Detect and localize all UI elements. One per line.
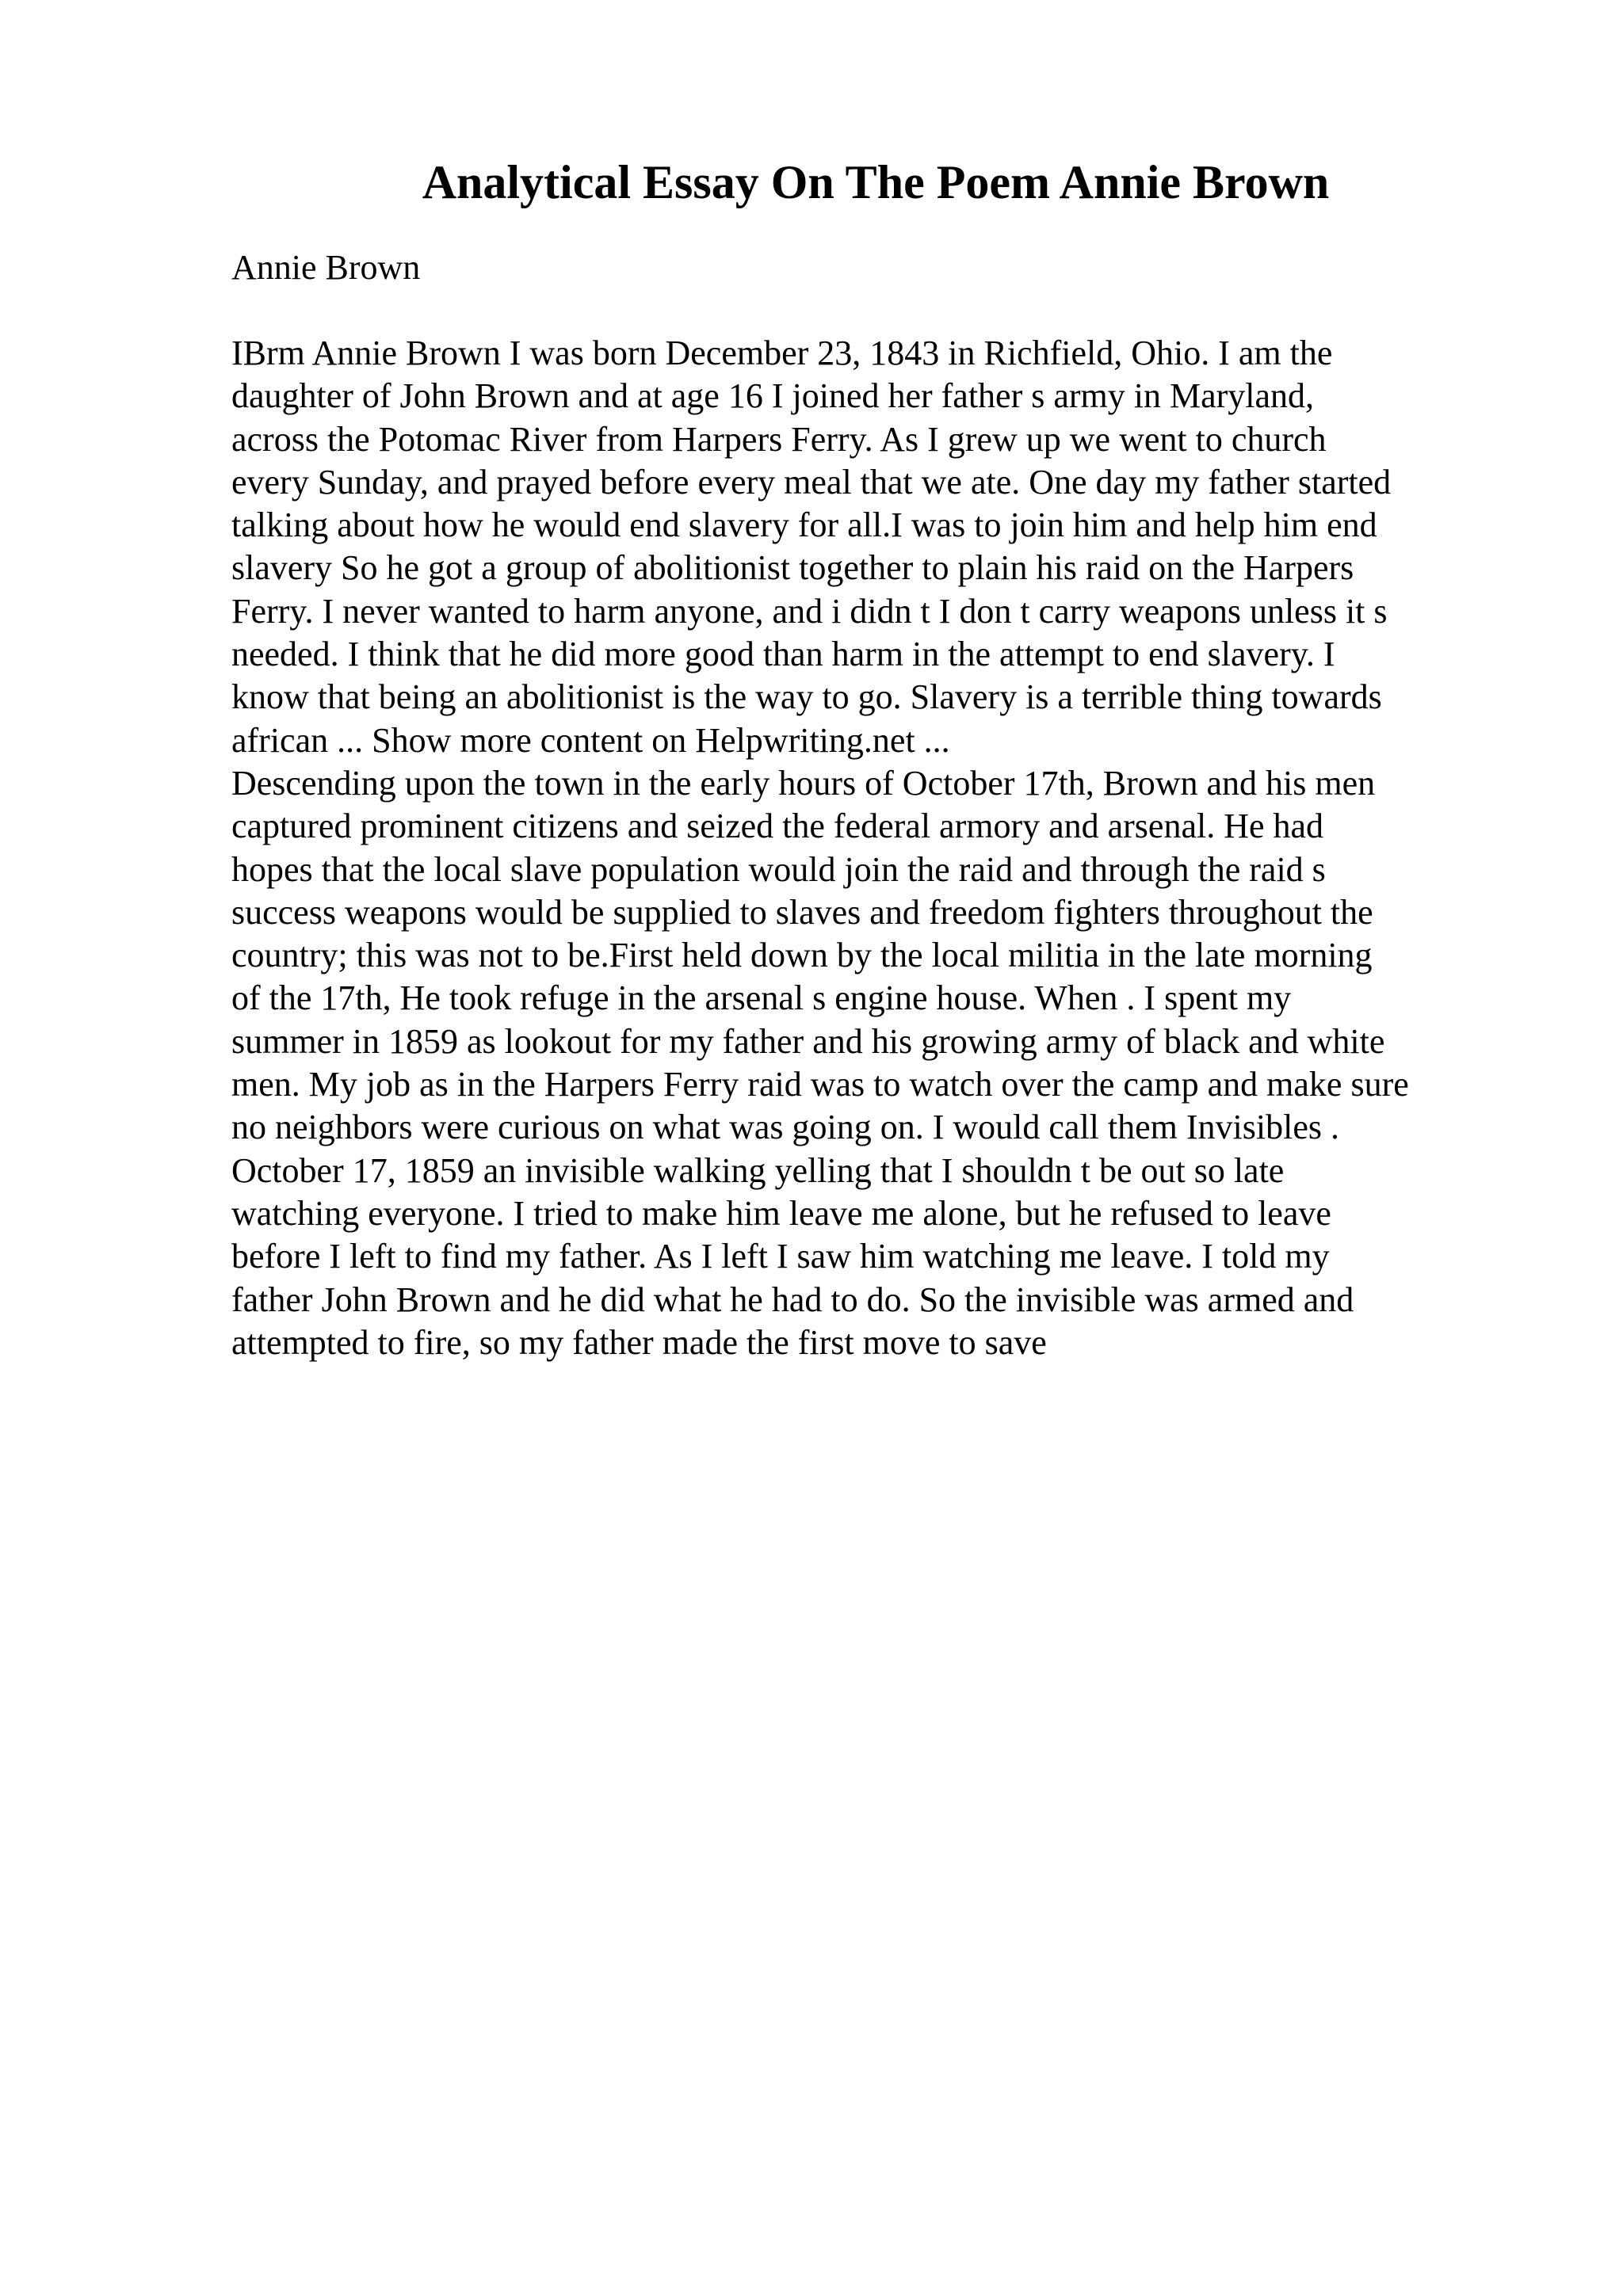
text-line: talking about how he would end slavery for all.I was to join him and help him end <box>231 505 1377 545</box>
text-line: attempted to fire, so my father made the first move to save <box>231 1322 1047 1362</box>
text-line: summer in 1859 as lookout for my father and his growing army of black and white <box>231 1021 1385 1061</box>
text-line: every Sunday, and prayed before every meal that we ate. One day my father started <box>231 462 1392 502</box>
text-line: african ... Show more content on Helpwriting.net ... <box>231 720 950 760</box>
text-line: success weapons would be supplied to slaves and freedom fighters throughout the <box>231 892 1373 932</box>
text-line: country; this was not to be.First held down by the local militia in the late morning <box>231 936 1373 975</box>
text-line: IBrm Annie Brown I was born December 23, 1843 in Richfield, Ohio. I am the <box>231 334 1333 372</box>
page-title: Analytical Essay On The Poem Annie Brown <box>422 156 1330 208</box>
essay-body <box>231 332 1499 1364</box>
text-line: men. My job as in the Harpers Ferry raid was to watch over the camp and make sure <box>231 1065 1409 1104</box>
text-line: slavery So he got a group of abolitionist together to plain his raid on the Harpers <box>231 548 1354 588</box>
text-line: before I left to find my father. As I left I saw him watching me leave. I told my <box>231 1237 1330 1276</box>
essay-subtitle: Annie Brown <box>231 248 421 287</box>
text-line: watching everyone. I tried to make him leave me alone, but he refused to leave <box>231 1193 1331 1233</box>
text-line: needed. I think that he did more good than harm in the attempt to end slavery. I <box>231 635 1335 674</box>
text-line: father John Brown and he did what he had to do. So the invisible was armed and <box>231 1280 1354 1319</box>
text-line: across the Potomac River from Harpers Ferry. As I grew up we went to church <box>231 419 1327 459</box>
text-line: of the 17th, He took refuge in the arsenal s engine house. When . I spent my <box>231 978 1292 1018</box>
text-line: no neighbors were curious on what was going on. I would call them Invisibles . <box>231 1108 1339 1147</box>
text-line: captured prominent citizens and seized the federal armory and arsenal. He had <box>231 807 1324 846</box>
text-line: hopes that the local slave population would join the raid and through the raid s <box>231 849 1326 889</box>
text-line: daughter of John Brown and at age 16 I joined her father s army in Maryland, <box>231 376 1315 416</box>
text-line: Descending upon the town in the early hours of October 17th, Brown and his men <box>231 763 1376 803</box>
text-line: Ferry. I never wanted to harm anyone, and i didn t I don t carry weapons unless it s <box>231 591 1388 631</box>
text-line: October 17, 1859 an invisible walking yelling that I shouldn t be out so late <box>231 1150 1285 1190</box>
text-line: know that being an abolitionist is the way to go. Slavery is a terrible thing towards <box>231 677 1382 717</box>
